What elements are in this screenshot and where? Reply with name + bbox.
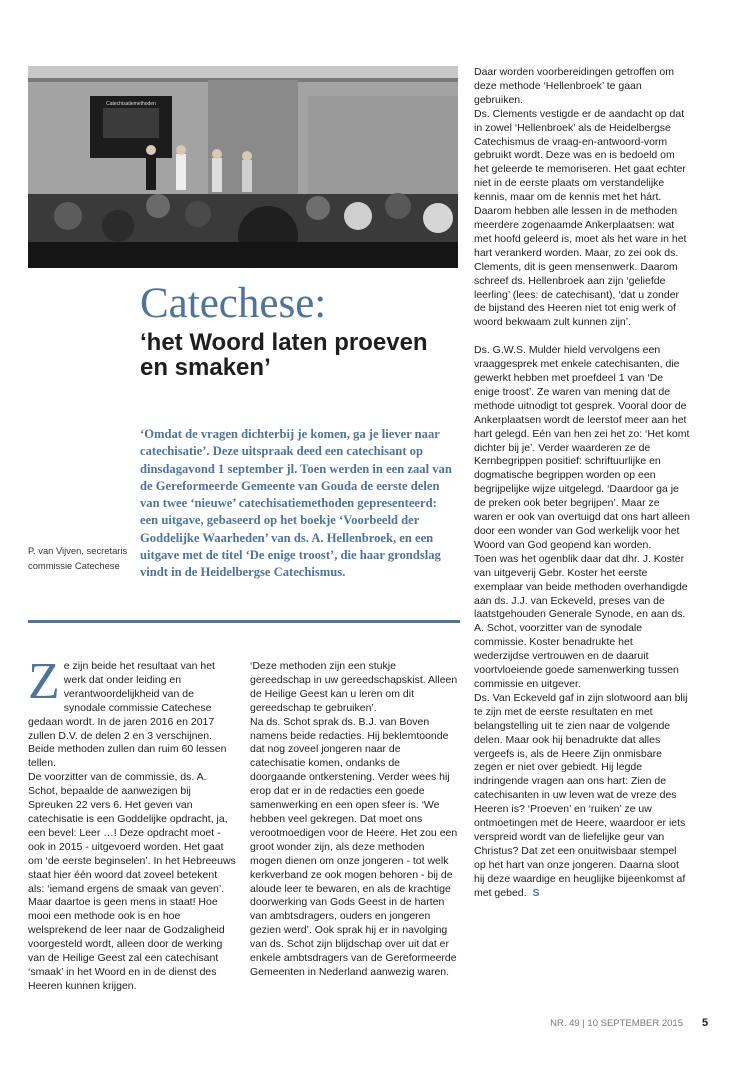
- article-subtitle: ‘het Woord laten proeven en smaken’: [140, 329, 428, 381]
- text-column-1: [28, 653, 236, 994]
- paragraph: Ds. G.W.S. Mulder hield vervolgens een vraaggesprek met enkele catechisanten, die gewerkt hebben met proefdeel 1 van ‘De enige troost’. Ze waren van mening dat de methode uitnodigt tot gesprek. Vooral door de Ankerplaatsen wordt de leerstof meer aan het hart gelegd. Eén van hen zei het zo: ‘Het komt dichter bij je’. Verder waarderen ze de Kernbegrippen positief: schriftuurlijke en dogmatische begrippen worden op een begrijpelijke wijze uitgelegd. ‘Daardoor ga je de preken ook beter begrijpen’. Maar ze waren er ook van overtuigd dat ons hart alleen door een wonder van God werkelijk voor het Woord van God geopend kan worden.: [474, 344, 690, 551]
- section-divider: [28, 620, 460, 623]
- issue-footer: NR. 49 | 10 SEPTEMBER 2015: [550, 1018, 683, 1029]
- article-lead: ‘Omdat de vragen dichterbij je komen, ga je liever naar catechisatie’. Deze uitspraak deed een catechisant op dinsdagavond 1 september jl. Toen werden in een zaal van de Gereformeerde Gemeente van Gouda de eerste delen van twee ‘nieuwe’ catechisatiemethoden gepresenteerd: een uitgave, gebaseerd op het boekje ‘Voorbeeld der Goddelijke Waarheden’ van ds. A. Hellenbroek, en een uitgave met de titel ‘De enige troost’, die haar grondslag vindt in de Heidelbergse Catechismus.: [140, 427, 452, 580]
- text-column-2: [250, 660, 458, 980]
- text-column-3: [474, 66, 690, 900]
- paragraph: ‘Deze methoden zijn een stukje gereedschap in uw gereedschapskist. Alleen de Heilige Geest kan u leren om dit gereedschap te gebruiken’.: [250, 660, 458, 714]
- author-byline: P. van Vijven, secretaris commissie Catechese: [28, 545, 128, 571]
- slide-text: Catechisatiemethoden: [106, 101, 156, 107]
- paragraph: Toen was het ogenblik daar dat dhr. J. Koster van uitgeverij Gebr. Koster het eerste exemplaar van beide methoden overhandigde aan ds. J.J. van Eckeveld, preses van de laatstgehouden Generale Synode, en aan ds. A. Schot, voorzitter van de synodale commissie. Koster benadrukte het wederzijdse vertrouwen en de daaruit voortvloeiende goede samenwerking tussen commissie en uitgever.: [474, 552, 688, 690]
- paragraph: Ds. Van Eckeveld gaf in zijn slotwoord aan blij te zijn met de eerste resultaten en met belangstelling uit te zien naar de volgende delen. Maar ook hij benadrukte dat alles vergeefs is, als de Heere Zijn onmisbare zegen er niet over gebiedt. Hij legde indringende vragen aan ons hart: Zien de catechisanten in uw leven wat de vreze des Heeren is? ‘Proeven’ en ‘ruiken’ ze uw ontmoetingen met de Heere, waardoor er iets verspreid wordt van de liefelijke geur van Christus? Dat zet een onuitwisbaar stempel op het hart van onze jongeren. Daarna sloot hij deze waardige en heuglijke bijeenkomst af met gebed. S: [474, 691, 688, 899]
- paragraph-gap: [474, 330, 690, 344]
- paragraph: De voorzitter van de commissie, ds. A. Schot, bepaalde de aanwezigen bij Spreuken 22 vers 6. Het geven van catechisatie is een Goddelijke opdracht, ja, een bevel: Leer …! Deze opdracht moet - ook in 2015 - uitgevoerd worden. Het gaat om ‘de eerste beginselen’. In het Hebreeuws staat hier één woord dat zoveel betekent als: ‘iemand ergens de smaak van geven’. Maar daartoe is geen mens in staat! Hoe mooi een methode ook is en hoe welsprekend de leer naar de Godzaligheid voorgesteld wordt, alleen door de werking van de Heilige Geest zal een catechisant ‘smaak’ in het Woord en in de dienst des Heeren kunnen krijgen.: [28, 771, 236, 992]
- article-title: Catechese:: [140, 280, 327, 327]
- drop-cap: Z: [28, 653, 60, 710]
- event-photo: [28, 66, 458, 268]
- paragraph: Ds. Clements vestigde er de aandacht op dat in zowel ‘Hellenbroek’ als de Heidelbergse Catechismus de vraag-en-antwoord-vorm gebruikt wordt. Deze was en is bedoeld om het geleerde te memoriseren. Het gaat echter niet in de eerste plaats om verstandelijke kennis, maar om de kennis met het hárt. Daarom hebben alle lessen in de methoden meerdere zogenaamde Ankerplaatsen: wat met hoofd geleerd is, moet als het ware in het hart verankerd worden. Maar, zo zei ook ds. Clements, dit is geen mensenwerk. Daarom schreef ds. Hellenbroek aan zijn ‘geliefde leerling’ (lees: de catechisant), ‘dat u zonder de bijstand des Heeren niet tot enig werk of woord bekwaam zult kunnen zijn’.: [474, 107, 687, 329]
- page-number: 5: [702, 1017, 709, 1029]
- paragraph: Daar worden voorbereidingen getroffen om deze methode ‘Hellenbroek’ te gaan gebruiken.: [474, 66, 675, 106]
- event-photo-illustration: [28, 66, 458, 268]
- end-mark-icon: S: [532, 886, 540, 899]
- paragraph: Na ds. Schot sprak ds. B.J. van Boven namens beide redacties. Hij beklemtoonde dat nog zoveel jongeren naar de catechisatie komen, ondanks de doorgaande ontkerstening. Verder wees hij erop dat er in de redacties een goede samenwerking en een open sfeer is. ‘We hebben veel gekregen. Dat moet ons verootmoedigen voor de Heere. Het zou een groot wonder zijn, als deze methoden mogen dienen om onze jongeren - tot welk kerkverband ze ook mogen behoren - bij de aloude leer te bewaren, en als de krachtige doorwerking van Gods Geest in de harten van ambtsdragers, ouders en jongeren gezien werd’. Ook sprak hij er in navolging van ds. Schot zijn blijdschap over uit dat er enkele ambtsdragers van de Gereformeerde Gemeenten in Nederland aanwezig waren.: [250, 715, 458, 978]
- paragraph: Ze zijn beide het resultaat van het werk dat onder leiding en verantwoordelijkheid van de synodale commissie Catechese gedaan wordt. In de jaren 2016 en 2017 zullen D.V. de delen 2 en 3 verschijnen. Beide methoden zullen dan ruim 60 lessen tellen.: [28, 653, 227, 770]
